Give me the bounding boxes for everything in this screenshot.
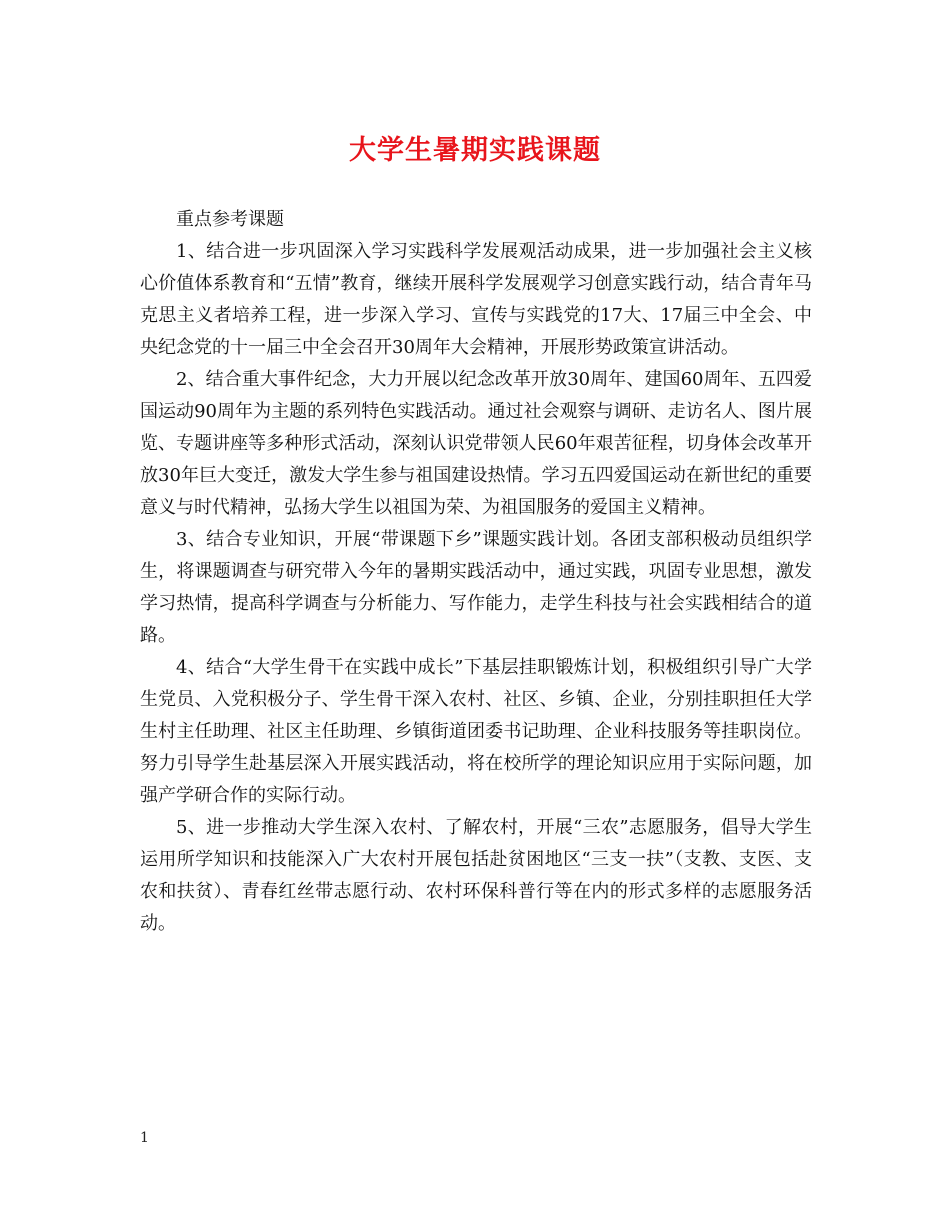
paragraph-3: 3、结合专业知识，开展“带课题下乡”课题实践计划。各团支部积极动员组织学生，将课题调查与研究带入今年的暑期实践活动中，通过实践，巩固专业思想，激发学习热情，提高科学调查与分析能力、写作能力，走学生科技与社会实践相结合的道路。 (140, 529, 812, 646)
paragraph-4: 4、结合“大学生骨干在实践中成长”下基层挂职锻炼计划，积极组织引导广大学生党员、入党积极分子、学生骨干深入农村、社区、乡镇、企业，分别挂职担任大学生村主任助理、社区主任助理、乡镇街道团委书记助理、企业科技服务等挂职岗位。努力引导学生赴基层深入开展实践活动，将在校所学的理论知识应用于实际问题，加强产学研合作的实际行动。 (140, 657, 812, 806)
page-number: 1 (140, 1130, 149, 1146)
document-body (140, 204, 812, 940)
paragraph-2: 2、结合重大事件纪念，大力开展以纪念改革开放30周年、建国60周年、五四爱国运动90周年为主题的系列特色实践活动。通过社会观察与调研、走访名人、图片展览、专题讲座等多种形式活动，深刻认识党带领人民60年艰苦征程，切身体会改革开放30年巨大变迁，激发大学生参与祖国建设热情。学习五四爱国运动在新世纪的重要意义与时代精神，弘扬大学生以祖国为荣、为祖国服务的爱国主义精神。 (140, 369, 812, 518)
document-title: 大学生暑期实践课题 (349, 135, 601, 166)
section-heading: 重点参考课题 (176, 209, 284, 230)
paragraph-5: 5、进一步推动大学生深入农村、了解农村，开展“三农”志愿服务，倡导大学生运用所学知识和技能深入广大农村开展包括赴贫困地区“三支一扶”（支教、支医、支农和扶贫）、青春红丝带志愿行动、农村环保科普行等在内的形式多样的志愿服务活动。 (140, 817, 812, 934)
paragraph-1: 1、结合进一步巩固深入学习实践科学发展观活动成果，进一步加强社会主义核心价值体系教育和“五情”教育，继续开展科学发展观学习创意实践行动，结合青年马克思主义者培养工程，进一步深入学习、宣传与实践党的17大、17届三中全会、中央纪念党的十一届三中全会召开30周年大会精神，开展形势政策宣讲活动。 (140, 241, 812, 358)
